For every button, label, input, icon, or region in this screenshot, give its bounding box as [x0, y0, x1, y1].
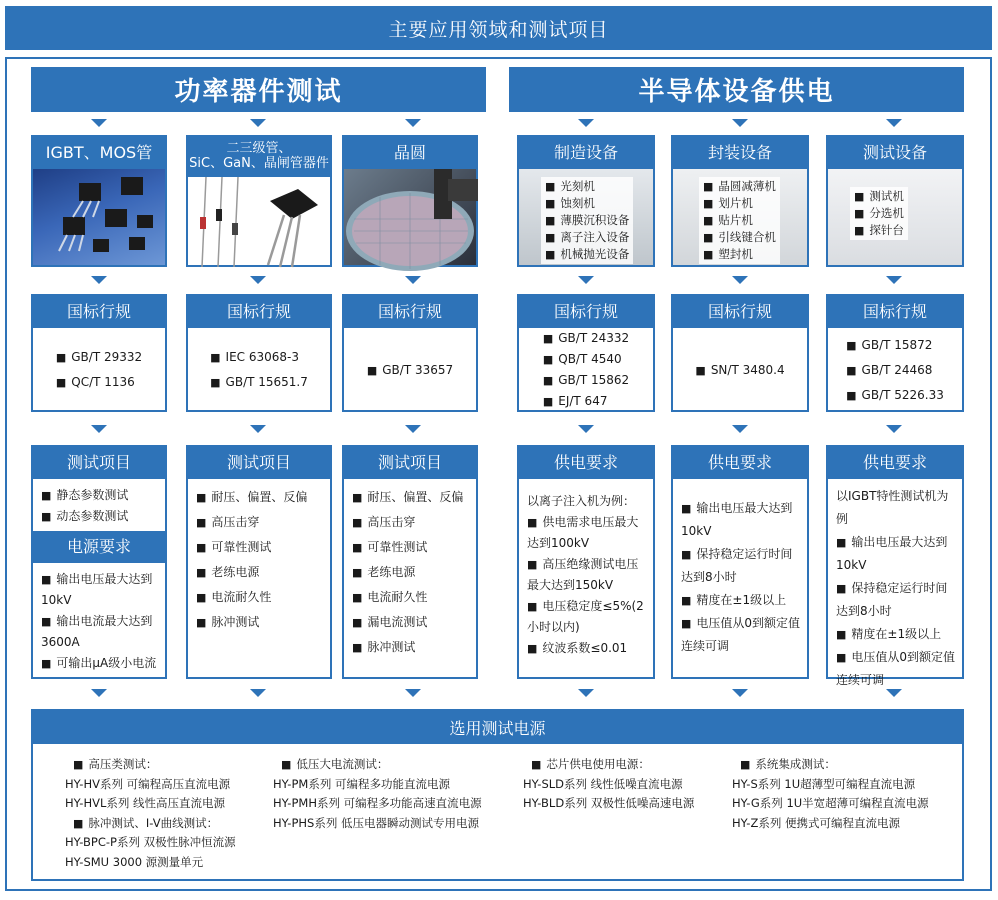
arrow-down-icon — [250, 119, 266, 127]
arrow-down-icon — [250, 689, 266, 697]
standard-item: ■ GB/T 33657 — [367, 358, 453, 383]
supply-requirement-item: ■ 电压值从0到额定值连续可调 — [836, 646, 956, 692]
tests-title: 测试项目 — [344, 447, 476, 479]
power-requirement-item: ■ 输出电压最大达到10kV — [41, 569, 159, 611]
standards-card — [186, 294, 332, 412]
arrow-down-icon — [732, 276, 748, 284]
arrow-down-icon — [886, 425, 902, 433]
standard-item: ■ GB/T 29332 — [56, 345, 142, 370]
device-card-title-line: 二三级管、 — [226, 141, 292, 157]
test-item: ■ 老练电源 — [196, 560, 330, 585]
arrow-down-icon — [250, 276, 266, 284]
device-card-title: IGBT、MOS管 — [33, 137, 165, 169]
standards-title: 国标行规 — [188, 296, 330, 328]
supply-requirement-intro: 以离子注入机为例： — [527, 494, 636, 508]
standards-title: 国标行规 — [344, 296, 476, 328]
section-banner-power-devices — [31, 67, 486, 112]
test-item: ■ 静态参数测试 — [41, 485, 165, 506]
arrow-down-icon — [405, 119, 421, 127]
standards-card — [826, 294, 964, 412]
section-title: 半导体设备供电 — [638, 77, 835, 107]
arrow-down-icon — [405, 276, 421, 284]
arrow-down-icon — [578, 689, 594, 697]
test-item: ■ 脉冲测试 — [352, 635, 476, 660]
supply-requirement-item: ■ 保持稳定运行时间达到8小时 — [836, 577, 956, 623]
supply-requirement-item: ■ 高压绝缘测试电压最大达到150kV — [527, 554, 647, 596]
equipment-card-title: 封装设备 — [673, 137, 807, 169]
test-item: ■ 老练电源 — [352, 560, 476, 585]
power-source-product: HY-SLD系列 线性低噪直流电源 — [523, 776, 683, 791]
standard-item: ■ GB/T 24468 — [846, 358, 944, 383]
supply-requirement-title: 供电要求 — [828, 447, 962, 479]
equipment-item: ■ 晶圆减薄机 — [703, 178, 776, 195]
supply-requirement-item: ■ 输出电压最大达到10kV — [681, 497, 801, 543]
arrow-down-icon — [91, 689, 107, 697]
standard-item: ■ GB/T 15872 — [846, 333, 944, 358]
test-item: ■ 高压击穿 — [352, 510, 476, 535]
power-source-category: ■ 系统集成测试： — [732, 755, 929, 775]
equipment-item: ■ 分选机 — [854, 205, 904, 222]
standard-item: ■ GB/T 15651.7 — [210, 370, 308, 395]
supply-requirement-item: ■ 电压稳定度≤5%(2小时以内) — [527, 596, 647, 638]
equipment-card-testing — [826, 135, 964, 267]
supply-requirement-card-manufacturing — [517, 445, 655, 679]
supply-requirement-title: 供电要求 — [673, 447, 807, 479]
equipment-item: ■ 塑封机 — [703, 246, 776, 263]
standards-title: 国标行规 — [828, 296, 962, 328]
equipment-items-list — [850, 187, 908, 240]
power-source-title: 选用测试电源 — [33, 711, 962, 744]
arrow-down-icon — [405, 425, 421, 433]
test-item: ■ 漏电流测试 — [352, 610, 476, 635]
equipment-item: ■ 机械抛光设备 — [545, 246, 629, 263]
power-source-product: HY-G系列 1U半宽超薄可编程直流电源 — [732, 796, 929, 810]
power-source-product: HY-HVL系列 线性高压直流电源 — [65, 796, 226, 810]
power-source-product: HY-PMH系列 可编程多功能高速直流电源 — [273, 796, 482, 810]
test-item: ■ 电流耐久性 — [196, 585, 330, 610]
power-source-product: HY-S系列 1U超薄型可编程直流电源 — [732, 776, 916, 791]
standards-title: 国标行规 — [519, 296, 653, 328]
diode-product-image — [188, 177, 330, 265]
test-item: ■ 可靠性测试 — [196, 535, 330, 560]
test-item: ■ 脉冲测试 — [196, 610, 330, 635]
power-source-category: ■ 芯片供电使用电源： — [523, 755, 694, 775]
equipment-item: ■ 测试机 — [854, 188, 904, 205]
equipment-items-list — [699, 177, 780, 264]
power-source-column — [732, 755, 929, 833]
supply-requirement-title: 供电要求 — [519, 447, 653, 479]
arrow-down-icon — [732, 119, 748, 127]
power-requirement-item: ■ 可输出μA级小电流 — [41, 653, 159, 674]
diode-transistor-illustration — [188, 177, 334, 269]
device-card-title — [188, 137, 330, 177]
wafer-product-image — [344, 169, 476, 265]
equipment-item: ■ 光刻机 — [545, 178, 629, 195]
test-item: ■ 高压击穿 — [196, 510, 330, 535]
power-source-category: ■ 高压类测试： — [65, 755, 236, 775]
standard-item: ■ SN/T 3480.4 — [695, 358, 784, 383]
equipment-card-title: 制造设备 — [519, 137, 653, 169]
arrow-down-icon — [578, 425, 594, 433]
page-title-banner — [5, 6, 992, 50]
tests-card-igbt — [31, 445, 167, 679]
equipment-card-manufacturing — [517, 135, 655, 267]
wafer-probe-illustration — [344, 169, 480, 269]
standard-item: ■ EJ/T 647 — [543, 391, 629, 412]
standards-card — [671, 294, 809, 412]
power-requirement-item: ■ 输出电流最大达到3600A — [41, 611, 159, 653]
standards-card — [31, 294, 167, 412]
standard-item: ■ GB/T 5226.33 — [846, 383, 944, 408]
arrow-down-icon — [886, 119, 902, 127]
equipment-item: ■ 划片机 — [703, 195, 776, 212]
supply-requirement-item: ■ 保持稳定运行时间达到8小时 — [681, 543, 801, 589]
supply-requirement-card-testing — [826, 445, 964, 687]
tests-title: 测试项目 — [188, 447, 330, 479]
device-card-title-line: SiC、GaN、晶闸管器件 — [189, 156, 329, 171]
equipment-card-packaging — [671, 135, 809, 267]
arrow-down-icon — [732, 689, 748, 697]
standard-item: ■ GB/T 24332 — [543, 328, 629, 349]
power-source-category: ■ 脉冲测试、I-V曲线测试： — [65, 814, 236, 834]
arrow-down-icon — [91, 425, 107, 433]
equipment-card-title: 测试设备 — [828, 137, 962, 169]
tests-card-diode — [186, 445, 332, 679]
standard-item: ■ QC/T 1136 — [56, 370, 142, 395]
power-source-product: HY-SMU 3000 源测量单元 — [65, 854, 204, 869]
igbt-product-image — [33, 169, 165, 265]
equipment-items-list — [541, 177, 633, 264]
standard-item: ■ IEC 63068-3 — [210, 345, 308, 370]
arrow-down-icon — [578, 119, 594, 127]
supply-requirement-item: ■ 输出电压最大达到10kV — [836, 531, 956, 577]
device-card-title: 晶圆 — [344, 137, 476, 169]
section-banner-semiconductor-equipment — [509, 67, 964, 112]
test-item: ■ 耐压、偏置、反偏 — [352, 485, 476, 510]
equipment-item: ■ 离子注入设备 — [545, 229, 629, 246]
equipment-item: ■ 薄膜沉积设备 — [545, 212, 629, 229]
standards-title: 国标行规 — [33, 296, 165, 328]
power-source-product: HY-BPC-P系列 双极性脉冲恒流源 — [65, 835, 236, 849]
supply-requirement-item: ■ 电压值从0到额定值连续可调 — [681, 612, 801, 658]
igbt-components-illustration — [33, 169, 169, 269]
supply-requirement-item: ■ 供电需求电压最大达到100kV — [527, 512, 647, 554]
device-card-diode-sic-gan — [186, 135, 332, 267]
standard-item: ■ QB/T 4540 — [543, 349, 629, 370]
standards-card — [517, 294, 655, 412]
standards-title: 国标行规 — [673, 296, 807, 328]
equipment-item: ■ 探针台 — [854, 222, 904, 239]
arrow-down-icon — [578, 276, 594, 284]
power-source-product: HY-Z系列 便携式可编程直流电源 — [732, 815, 900, 830]
test-item: ■ 动态参数测试 — [41, 506, 165, 527]
supply-requirement-item: ■ 纹波系数≤0.01 — [527, 638, 647, 659]
section-title: 功率器件测试 — [174, 77, 343, 107]
page-title: 主要应用领域和测试项目 — [388, 18, 609, 41]
equipment-item: ■ 蚀刻机 — [545, 195, 629, 212]
power-source-product: HY-BLD系列 双极性低噪高速电源 — [523, 796, 695, 810]
arrow-down-icon — [91, 276, 107, 284]
supply-requirement-item: ■ 精度在±1级以上 — [836, 623, 956, 646]
power-source-product: HY-HV系列 可编程高压直流电源 — [65, 776, 231, 791]
supply-requirement-intro: 以IGBT特性测试机为例 — [836, 489, 949, 526]
power-source-category: ■ 低压大电流测试： — [273, 755, 482, 775]
equipment-item: ■ 引线键合机 — [703, 229, 776, 246]
device-card-wafer — [342, 135, 478, 267]
arrow-down-icon — [91, 119, 107, 127]
arrow-down-icon — [250, 425, 266, 433]
power-source-product: HY-PHS系列 低压电器瞬动测试专用电源 — [273, 815, 479, 830]
power-source-panel — [31, 709, 964, 881]
test-item: ■ 电流耐久性 — [352, 585, 476, 610]
power-source-column — [273, 755, 482, 833]
standard-item: ■ GB/T 15862 — [543, 370, 629, 391]
test-item: ■ 可靠性测试 — [352, 535, 476, 560]
power-requirement-title: 电源要求 — [33, 531, 165, 563]
tests-title: 测试项目 — [33, 447, 165, 479]
standards-card — [342, 294, 478, 412]
arrow-down-icon — [405, 689, 421, 697]
arrow-down-icon — [886, 689, 902, 697]
supply-requirement-item: ■ 精度在±1级以上 — [681, 589, 801, 612]
supply-requirement-card-packaging — [671, 445, 809, 679]
tests-card-wafer — [342, 445, 478, 679]
power-source-column — [65, 755, 236, 872]
device-card-igbt — [31, 135, 167, 267]
power-source-column — [523, 755, 694, 814]
arrow-down-icon — [886, 276, 902, 284]
arrow-down-icon — [732, 425, 748, 433]
test-item: ■ 耐压、偏置、反偏 — [196, 485, 330, 510]
power-source-product: HY-PM系列 可编程多功能直流电源 — [273, 776, 450, 791]
equipment-item: ■ 贴片机 — [703, 212, 776, 229]
